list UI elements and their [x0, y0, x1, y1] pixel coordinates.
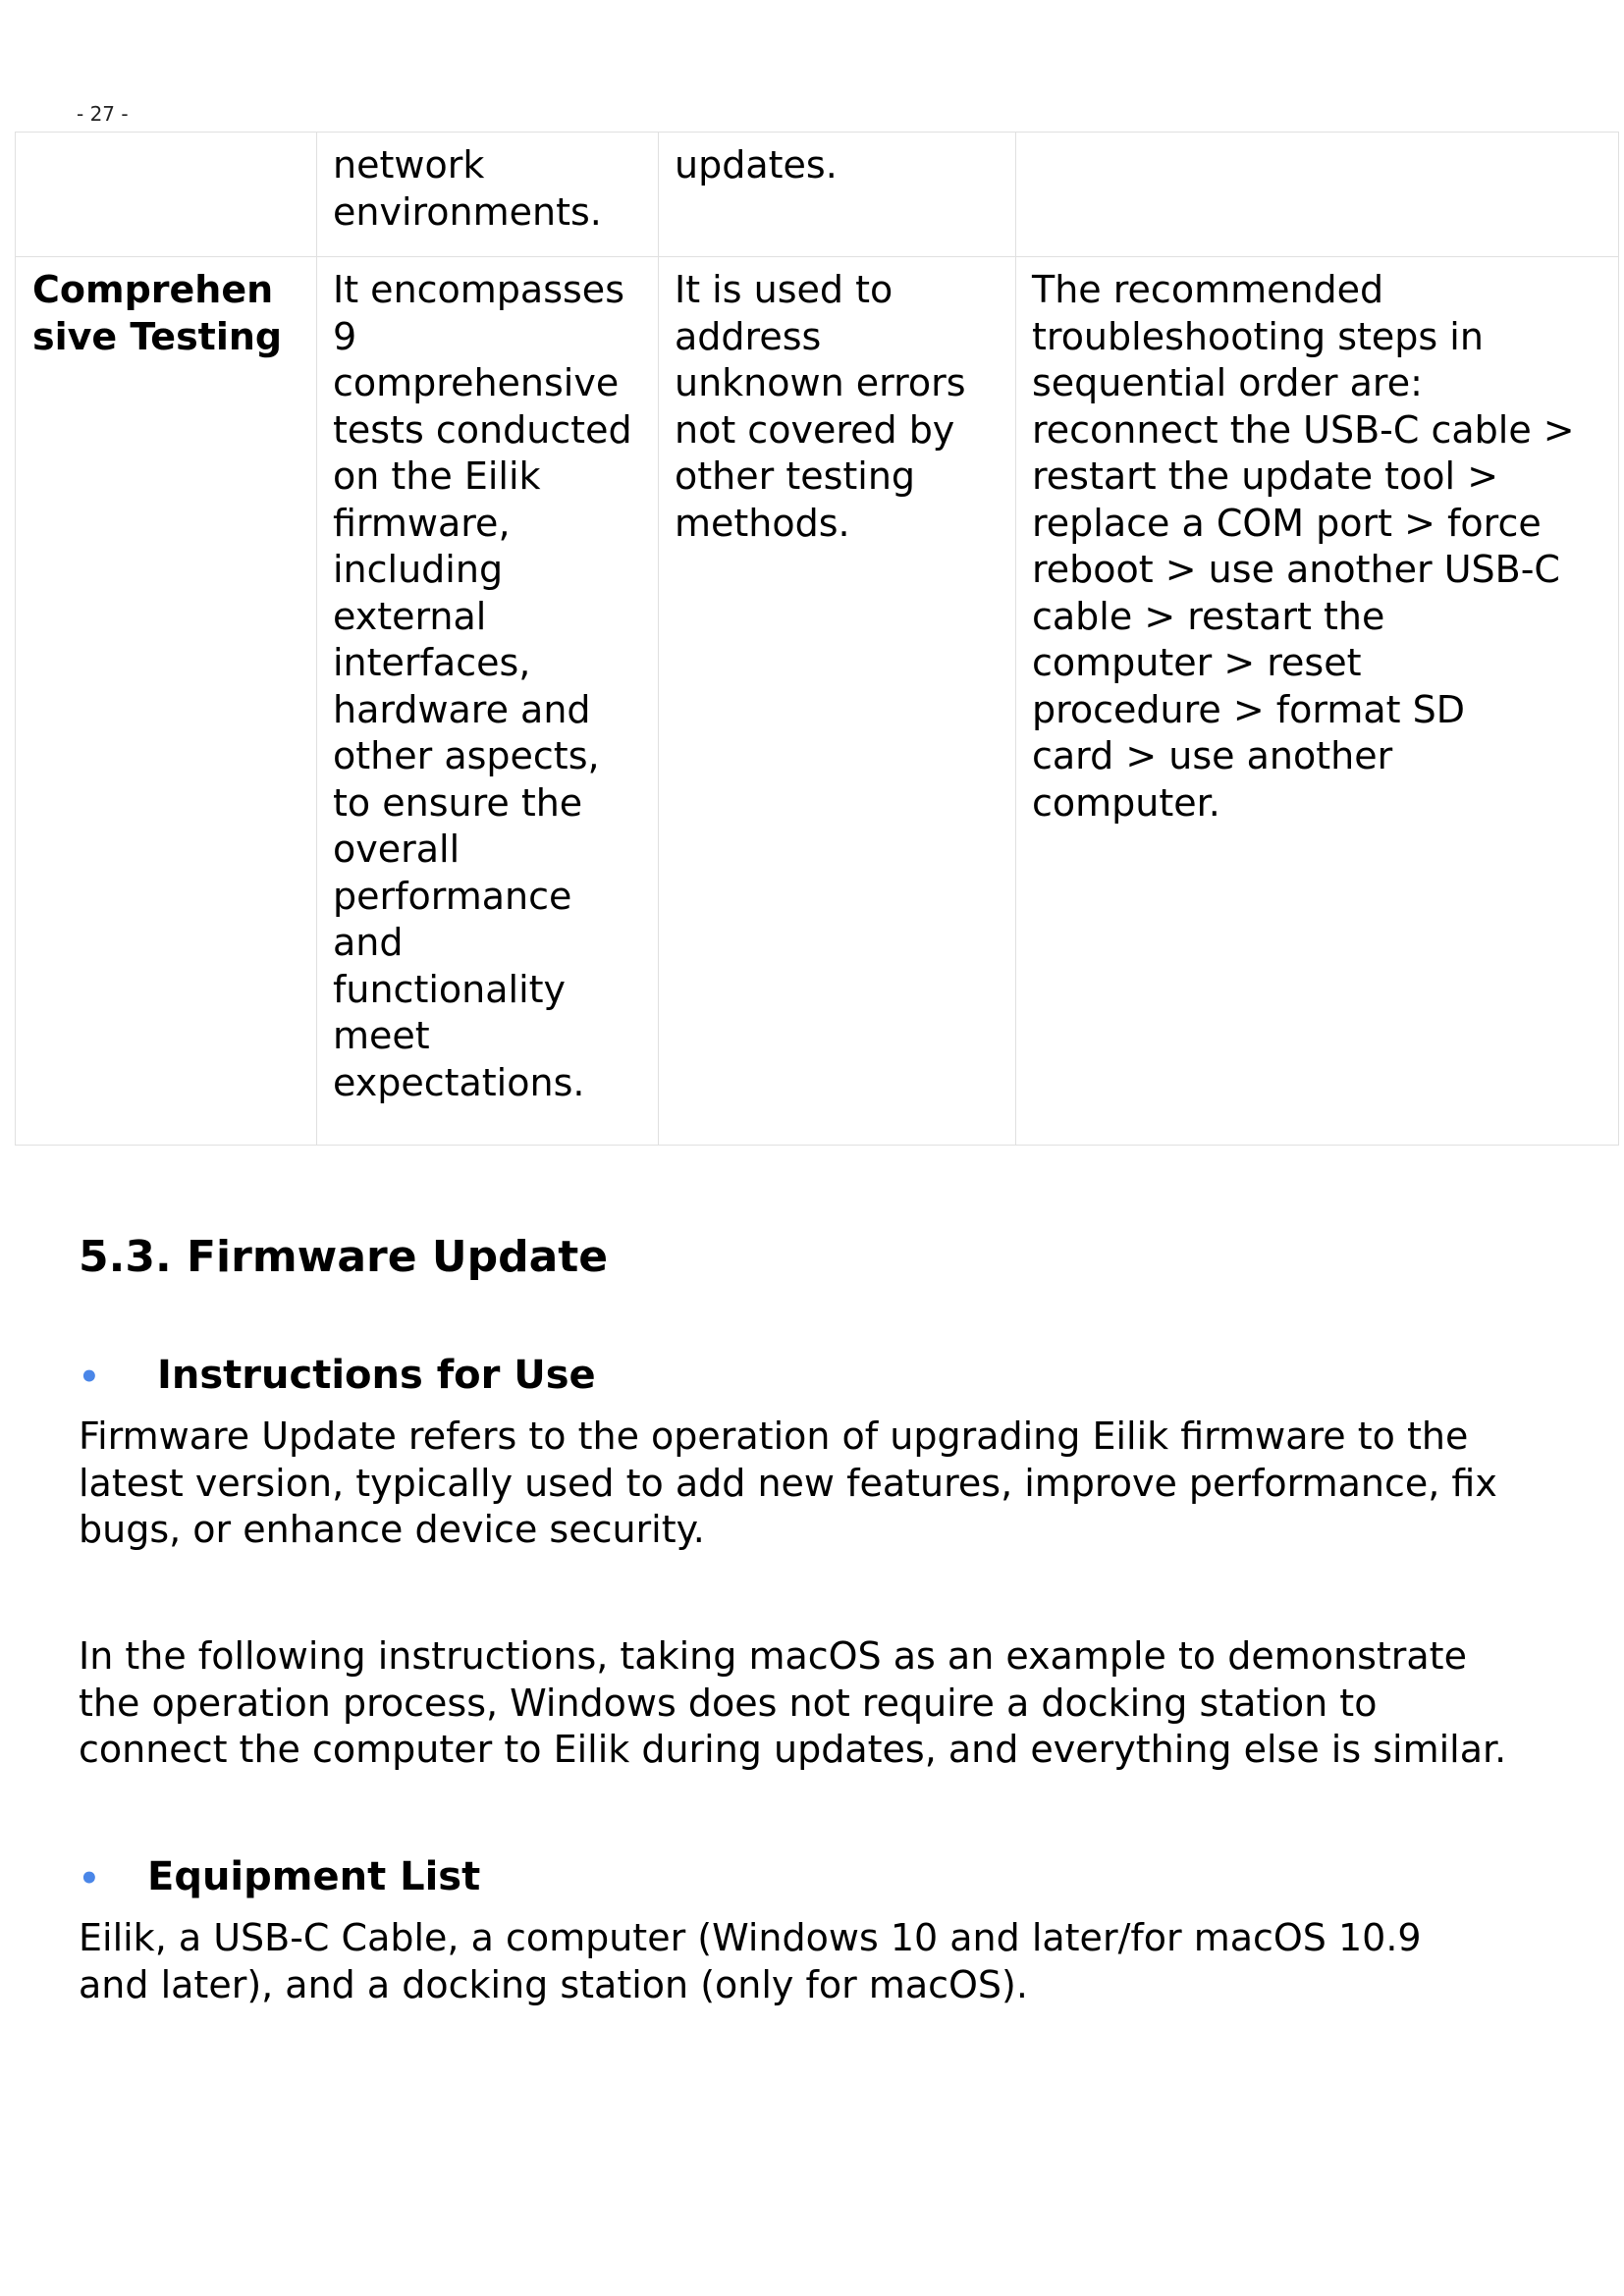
text-line: computer. [1032, 780, 1220, 825]
text-line: replace a COM port > force [1032, 501, 1542, 545]
equipment-paragraph [79, 1915, 1610, 2008]
text-line: methods. [675, 501, 850, 545]
equipment-heading [79, 1852, 480, 1903]
text-line: on the Eilik [333, 454, 541, 498]
text-line: network [333, 143, 485, 187]
text-line: meet [333, 1014, 430, 1057]
text-line: updates. [675, 143, 838, 187]
instructions-paragraph [79, 1414, 1610, 1554]
text-line: not covered by [675, 407, 955, 452]
page-number: - 27 - [77, 102, 129, 126]
text-line: external [333, 594, 487, 638]
purpose-cell [659, 257, 1016, 1146]
row-label-cell [16, 133, 317, 257]
text-line: to ensure the [333, 780, 583, 825]
example-paragraph [79, 1633, 1610, 1774]
description-cell [317, 257, 659, 1146]
text-line: The recommended [1032, 268, 1384, 311]
row-label-cell [16, 257, 317, 1146]
text-line: computer > reset [1032, 641, 1362, 684]
text-line: reconnect the USB-C cable > [1032, 407, 1575, 452]
text-line: It is used to [675, 268, 893, 311]
text-line: cable > restart the [1032, 594, 1385, 638]
text-line: performance [333, 874, 572, 918]
text-line: overall [333, 828, 460, 871]
text-line: the operation process, Windows does not require a docking station to [79, 1681, 1378, 1725]
text-line: hardware and [333, 687, 591, 731]
instructions-heading [79, 1351, 596, 1402]
text-line: including [333, 548, 504, 591]
text-line: Eilik, a USB-C Cable, a computer (Windows 10 and later/for macOS 10.9 [79, 1916, 1422, 1959]
text-line: reboot > use another USB-C [1032, 548, 1560, 591]
text-line: tests conducted [333, 407, 632, 452]
description-cell [317, 133, 659, 257]
text-line: sequential order are: [1032, 361, 1423, 404]
text-line: card > use another [1032, 734, 1393, 777]
troubleshooting-cell [1016, 133, 1619, 257]
text-line: functionality [333, 967, 567, 1011]
text-line: and [333, 921, 404, 964]
table-row [16, 133, 1619, 257]
text-line: restart the update tool > [1032, 454, 1499, 498]
text-line: unknown errors [675, 361, 966, 404]
table-row [16, 257, 1619, 1146]
text-line: troubleshooting steps in [1032, 314, 1484, 358]
testing-methods-table [15, 132, 1619, 1146]
text-line: interfaces, [333, 641, 531, 684]
text-line: and later), and a docking station (only for macOS). [79, 1962, 1028, 2006]
bullet-icon: • [79, 1859, 100, 1898]
text-line: procedure > format SD [1032, 687, 1466, 731]
text-line: comprehensive [333, 361, 620, 404]
troubleshooting-cell [1016, 257, 1619, 1146]
text-line: connect the computer to Eilik during updates, and everything else is similar. [79, 1728, 1507, 1771]
text-line: other aspects, [333, 734, 600, 777]
text-line: latest version, typically used to add new features, improve performance, fix [79, 1461, 1497, 1505]
instructions-heading-text: Instructions for Use [157, 1353, 596, 1398]
text-line: Comprehen [32, 268, 274, 311]
text-line: In the following instructions, taking macOS as an example to demonstrate [79, 1634, 1467, 1678]
text-line: sive Testing [32, 314, 283, 358]
equipment-heading-text: Equipment List [147, 1854, 481, 1899]
bullet-icon: • [79, 1358, 100, 1397]
text-line: firmware, [333, 501, 511, 545]
text-line: environments. [333, 189, 602, 234]
purpose-cell [659, 133, 1016, 257]
text-line: Firmware Update refers to the operation of upgrading Eilik firmware to the [79, 1415, 1469, 1458]
text-line: address [675, 314, 822, 358]
text-line: bugs, or enhance device security. [79, 1508, 705, 1551]
text-line: 9 [333, 314, 357, 358]
text-line: expectations. [333, 1060, 585, 1104]
text-line: It encompasses [333, 268, 624, 311]
text-line: other testing [675, 454, 916, 498]
section-title: 5.3. Firmware Update [79, 1232, 609, 1282]
